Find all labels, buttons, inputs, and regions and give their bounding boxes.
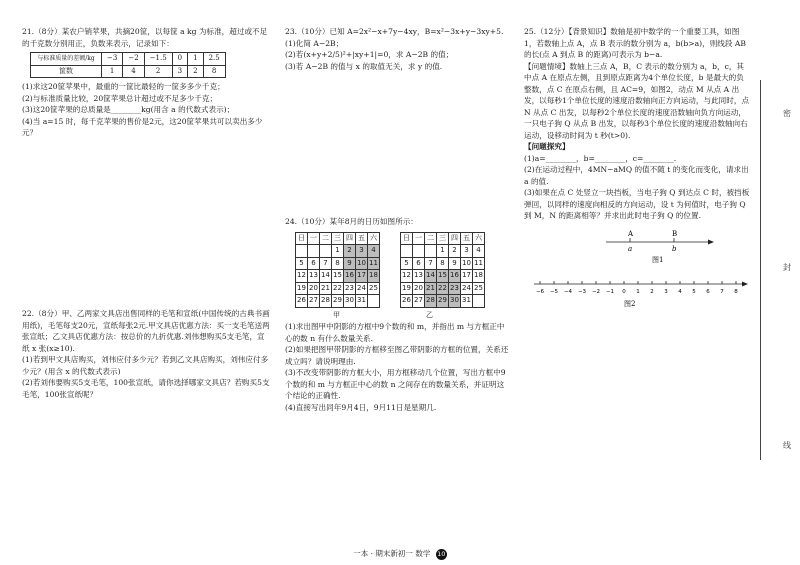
calendar-day: 30 [344, 295, 356, 308]
calendar-day: 9 [449, 257, 461, 270]
q22-part1: (1)若到甲文具店购买，刘伟应付多少元？若到乙文具店购买，刘伟应付多少元？(用含 x 的代数式表示) [22, 355, 269, 376]
fig1-label-B: B [672, 229, 678, 238]
binding-text-3: 线 [783, 441, 791, 450]
q22-head: 22.（8分）甲、乙两家文具店出售同样的毛笔和宣纸(中国传统的古典书画用纸)，毛笔每支20元，宣纸每张2元.甲文具店优惠方法：买一支毛笔送两张宣纸；乙文具店优惠方法：按总价的九折优惠.刘伟想购买5支毛笔，宣纸 x 张(x≥10). [22, 309, 270, 353]
calendar-day: 17 [356, 270, 368, 283]
question-24 [285, 216, 511, 413]
q23-head: 23.（10分）已知 A=2x²−x+7y−4xy，B=x²−3x+y−3xy+5. [285, 27, 504, 36]
calendar-day: 28 [425, 295, 437, 308]
calendar-day: 30 [449, 295, 461, 308]
figure-1 [600, 228, 720, 266]
q25-head: 25.（12分）【背景知识】数轴是初中数学的一个重要工具，如图1，若数轴上点 A，点 B 表示的数分别为 a，b(b>a)，则线段 AB 的长(点 A 到点 B 的距离)可表示为 b−a. [524, 27, 746, 59]
number-line-label: 5 [692, 288, 696, 295]
calendar-day: 10 [461, 257, 473, 270]
calendar-day: 26 [401, 295, 413, 308]
weekday-header: 六 [473, 232, 485, 245]
calendar-day: 31 [356, 295, 368, 308]
number-line-label: 2 [650, 288, 654, 295]
q21-head: 21.（8分）某农户销苹果，共摘20筐，以每筐 a kg 为标准，超过或不足的千克数分别用正，负数来表示，记录如下： [22, 27, 268, 48]
calendar-day: 1 [437, 245, 449, 258]
calendar-day: 29 [437, 295, 449, 308]
calendar-day [413, 245, 425, 258]
question-21 [22, 26, 270, 139]
q25-part1: (1)a=________，b=________，c=________. [524, 153, 677, 163]
calendar-day: 6 [308, 257, 320, 270]
figure-2-number-line [528, 274, 754, 308]
weekday-header: 日 [296, 232, 308, 245]
calendar-day [308, 245, 320, 258]
q25-explore-title: 【问题探究】 [524, 142, 570, 151]
calendar-day: 21 [425, 282, 437, 295]
q21-table-header: 与标准质量的差额/kg [31, 53, 102, 66]
calendar-day: 28 [320, 295, 332, 308]
fig1-label-a: a [628, 244, 633, 253]
calendar-day: 7 [425, 257, 437, 270]
calendar-day: 10 [356, 257, 368, 270]
page-footer [0, 548, 800, 560]
q25-context: 【问题情境】数轴上三点 A，B，C 表示的数分别为 a，b，c，其中点 A 在原点左侧，且到原点距离为4个单位长度，b 是最大的负整数，点 C 在原点右侧，且 AC=9，如图2，动点 M 从点 A 出发，以每秒1个单位长度的速度沿数轴向正方向运动，与此同时，点 N 从点 C 出发，以每秒2个单位长度的速度沿数轴向负方向运动，一只电子狗 Q 从点 B 出发，以每秒3个单位长度的速度沿数轴向右运动，设移动时间为 t 秒(t>0). [524, 61, 750, 140]
calendar-day: 16 [449, 270, 461, 283]
calendar-day [320, 245, 332, 258]
q21-part4: (4)当 a=15 时，每千克苹果的售价是2元，这20筐苹果共可以卖出多少元？ [22, 116, 263, 137]
q23-part1: (1)化简 A−2B； [285, 38, 344, 48]
calendar-day: 23 [344, 282, 356, 295]
calendar-day: 24 [461, 282, 473, 295]
number-line-label: −2 [591, 288, 601, 295]
number-line-label: 0 [622, 288, 626, 295]
number-line-label: 3 [664, 288, 668, 295]
question-23 [285, 26, 511, 72]
calendar-day: 29 [332, 295, 344, 308]
number-line-label: 6 [706, 288, 710, 295]
calendar-day: 3 [461, 245, 473, 258]
calendar-day [401, 245, 413, 258]
calendar-yi-caption: 乙 [426, 310, 433, 319]
q23-part3: (3)若 A−2B 的值与 x 的取值无关，求 y 的值. [285, 61, 443, 71]
calendar-day: 13 [413, 270, 425, 283]
calendar-day: 18 [473, 270, 485, 283]
number-line-label: 1 [636, 288, 640, 295]
q23-part2: (2)若(x+y+2/5)²+|xy+1|=0，求 A−2B 的值； [285, 50, 454, 59]
q24-part1: (1)求出图甲中阴影的方框中9个数的和 m，并指出 m 与方框正中心的数 n 有什么数量关系. [285, 322, 505, 343]
calendar-day: 27 [308, 295, 320, 308]
weekday-header: 三 [437, 232, 449, 245]
calendar-yi [400, 232, 485, 308]
calendar-day [368, 295, 380, 308]
calendar-day: 11 [368, 257, 380, 270]
calendar-day: 4 [368, 245, 380, 258]
calendar-day [296, 245, 308, 258]
fig1-label-A: A [628, 229, 634, 238]
calendar-day: 13 [308, 270, 320, 283]
fig1-caption: 图1 [652, 255, 664, 264]
calendar-day: 20 [308, 282, 320, 295]
calendar-day: 16 [344, 270, 356, 283]
binding-text-2: 封 [783, 263, 791, 272]
q24-part4: (4)直接写出同年9月4日，9月11日是星期几. [285, 402, 437, 412]
calendar-day: 15 [332, 270, 344, 283]
number-line-label: −6 [535, 288, 545, 295]
weekday-header: 六 [368, 232, 380, 245]
calendar-day: 15 [437, 270, 449, 283]
calendar-day: 6 [413, 257, 425, 270]
calendar-day: 22 [437, 282, 449, 295]
calendar-day: 18 [368, 270, 380, 283]
number-line-label: −5 [549, 288, 559, 295]
q22-part2: (2)若刘伟要购买5支毛笔，100张宣纸，请你选择哪家文具店？若购买5支毛笔，100张宣纸呢？ [22, 378, 270, 399]
weekday-header: 日 [401, 232, 413, 245]
number-line-label: −3 [577, 288, 587, 295]
calendar-day: 20 [413, 282, 425, 295]
q25-part3: (3)如果在点 C 处竖立一块挡板，当电子狗 Q 到达点 C 时，被挡板弹回，以同样的速度向相反的方向运动，设 t 为何值时，电子狗 Q 到 M，N 的距离相等？并求出此时电子狗 Q 的位置. [524, 188, 750, 220]
calendar-day: 25 [368, 282, 380, 295]
calendar-day: 5 [401, 257, 413, 270]
weekday-header: 二 [425, 232, 437, 245]
calendar-jia [295, 232, 380, 308]
calendar-day: 9 [344, 257, 356, 270]
q24-head: 24.（10分）某年8月的日历如图所示： [285, 217, 418, 226]
calendar-day: 5 [296, 257, 308, 270]
calendar-day [425, 245, 437, 258]
calendar-day: 14 [320, 270, 332, 283]
number-line-label: 8 [734, 288, 738, 295]
calendar-day: 3 [356, 245, 368, 258]
fig2-caption: 图2 [624, 299, 636, 308]
calendar-day: 17 [461, 270, 473, 283]
fig1-label-b: b [672, 244, 677, 253]
q21-part1: (1)求这20筐苹果中，最重的一筐比最轻的一筐多多少千克； [22, 82, 225, 91]
calendar-day: 2 [344, 245, 356, 258]
weekday-header: 五 [461, 232, 473, 245]
binding-text-1: 密 [783, 109, 791, 118]
q21-part3: (3)这20筐苹果的总质量是________kg(用含 a 的代数式表示)； [22, 105, 235, 114]
calendar-day: 1 [332, 245, 344, 258]
q24-part3: (3)不改变带阴影的方框大小，用方框移动几个位置，写出方框中9个数的和 m 与方框正中心的数 n 之间存在的数量关系，并证明这个结论的正确性. [285, 368, 506, 400]
q25-part2: (2)在运动过程中，4MN−aMQ 的值不随 t 的变化而变化，请求出 a 的值. [524, 165, 749, 186]
q24-part2: (2)如果把图甲带阴影的方框移至图乙带阴影的方框的位置，关系还成立吗？请说明理由. [285, 345, 509, 366]
calendar-jia-caption: 甲 [333, 310, 340, 319]
calendar-day: 25 [473, 282, 485, 295]
calendar-day: 19 [401, 282, 413, 295]
q21-table-count-label: 筐数 [31, 65, 102, 78]
weekday-header: 三 [332, 232, 344, 245]
calendar-day: 22 [332, 282, 344, 295]
calendar-day: 8 [437, 257, 449, 270]
calendar-day: 4 [473, 245, 485, 258]
calendar-day: 31 [461, 295, 473, 308]
q21-part2: (2)与标准质量比较，20筐苹果总计超过或不足多少千克； [22, 93, 218, 103]
calendar-day: 11 [473, 257, 485, 270]
calendar-day: 26 [296, 295, 308, 308]
calendar-day: 12 [401, 270, 413, 283]
weekday-header: 一 [413, 232, 425, 245]
question-22 [22, 308, 270, 400]
calendar-day: 21 [320, 282, 332, 295]
number-line-label: 4 [678, 288, 682, 295]
weekday-header: 二 [320, 232, 332, 245]
q21-table: 与标准质量的差额/kg −3 −2 −1.5 0 1 2.5 筐数 1 4 2 3 2 8 [30, 52, 226, 78]
calendar-day: 23 [449, 282, 461, 295]
binding-line [760, 80, 761, 460]
calendar-day: 8 [332, 257, 344, 270]
weekday-header: 四 [344, 232, 356, 245]
calendar-day: 27 [413, 295, 425, 308]
calendar-day: 19 [296, 282, 308, 295]
calendar-day [473, 295, 485, 308]
weekday-header: 一 [308, 232, 320, 245]
calendar-day: 14 [425, 270, 437, 283]
footer-text: 一本 · 期末新初一 数学 [353, 549, 431, 558]
calendar-day: 24 [356, 282, 368, 295]
calendar-day: 7 [320, 257, 332, 270]
question-25 [524, 26, 750, 311]
calendar-day: 12 [296, 270, 308, 283]
weekday-header: 四 [449, 232, 461, 245]
number-line-label: 7 [720, 288, 724, 295]
weekday-header: 五 [356, 232, 368, 245]
number-line-label: −1 [605, 288, 615, 295]
calendar-day: 2 [449, 245, 461, 258]
page-number: 10 [437, 550, 446, 558]
number-line-label: −4 [563, 288, 573, 295]
